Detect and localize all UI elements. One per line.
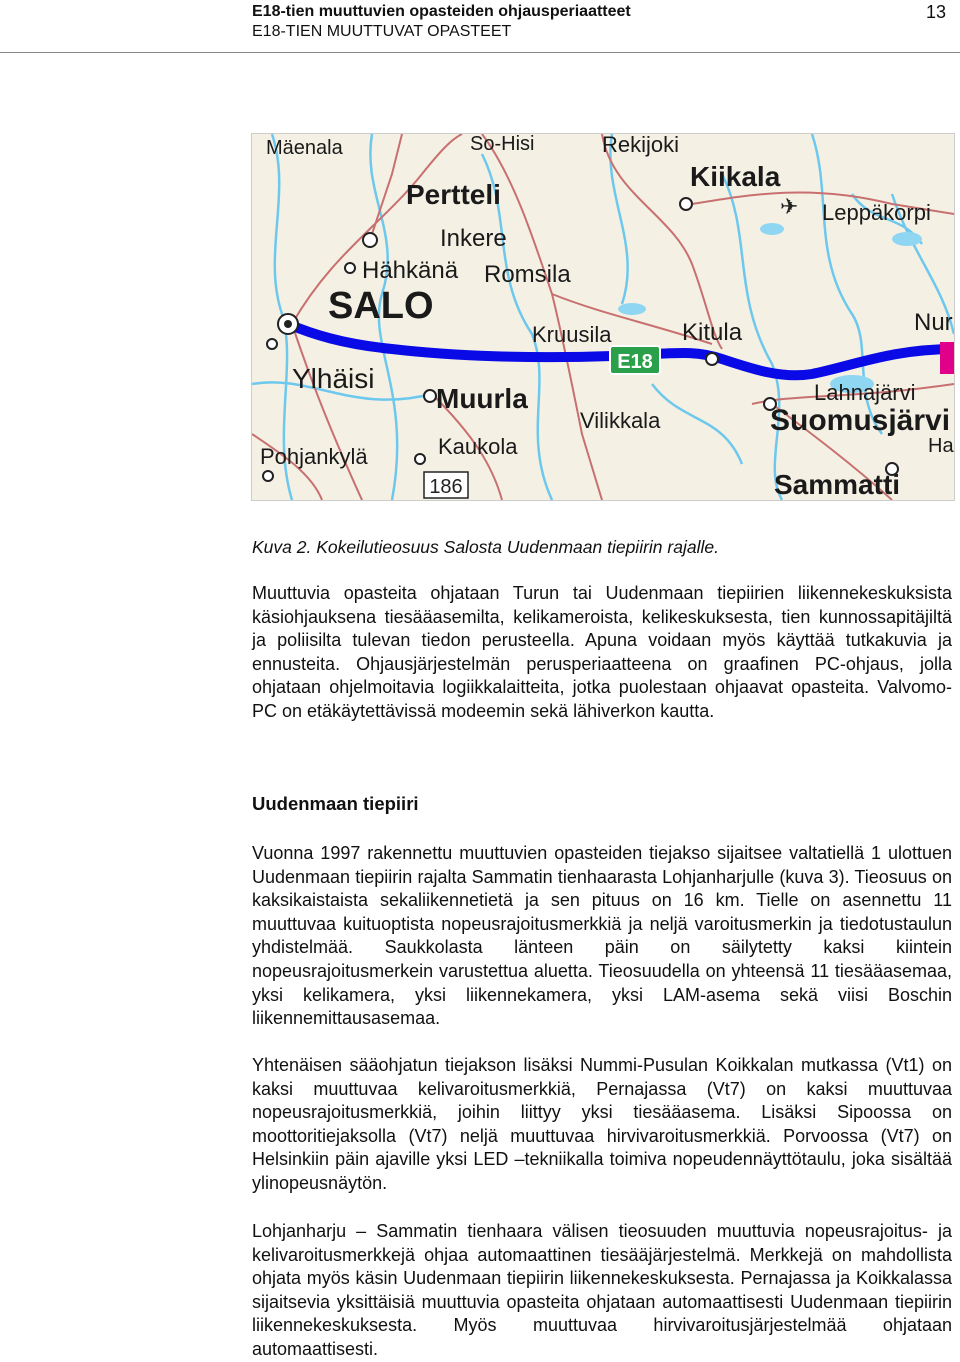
- label-kiikala: Kiikala: [690, 161, 781, 192]
- route-map: [251, 133, 955, 501]
- label-leppakorpi: Leppäkorpi: [822, 200, 931, 225]
- label-ylhaisi: Ylhäisi: [292, 363, 375, 394]
- label-kaukola: Kaukola: [438, 434, 518, 459]
- e18-label: E18: [617, 351, 653, 373]
- section-heading: Uudenmaan tiepiiri: [252, 793, 419, 814]
- salo-center-marker: [284, 320, 292, 328]
- airport-icon: ✈: [780, 194, 799, 219]
- label-suohisi: So-Hisi: [470, 134, 535, 155]
- header-divider: [0, 52, 960, 53]
- label-kitula: Kitula: [682, 319, 743, 346]
- map-graphic: [252, 134, 954, 500]
- label-suomusjarvi: Suomusjärvi: [770, 404, 951, 437]
- label-muurla: Muurla: [436, 383, 528, 414]
- road-186-label: 186: [429, 476, 463, 498]
- label-rekijoki: Rekijoki: [602, 134, 680, 157]
- label-vilikkala: Vilikkala: [580, 408, 661, 433]
- label-nur: Nur: [914, 309, 953, 336]
- paragraph-3: Yhtenäisen sääohjatun tiejakson lisäksi Nummi-Pusulan Koikkalan mutkassa (Vt1) on kaksi muuttuvaa kelivaroitusmerkkiä, Pernajassa (Vt7) on kaksi muuttuvaa nopeusrajoitusmerkkiä, joihin liittyy yksi tiesääasema. Lisäksi Sipoossa on moottoritiejaksolla (Vt7) neljä muuttuvaa hirvivaroitusmerkkiä. Porvoossa (Vt7) on Helsinkiin päin ajaville yksi LED –tekniikalla toimiva nopeudennäyttötaulu, joka sisältää ylinopeusnäytön.: [252, 1055, 952, 1193]
- label-kruusila: Kruusila: [532, 322, 612, 347]
- paragraph-4: Lohjanharju – Sammatin tienhaara välisen tieosuuden muuttuvia nopeusrajoitus- ja kelivaroitusmerkkejä ohjaa automaattinen tiesääjärjestelmä. Merkkejä on mahdollista ohjata myös käsin Uudenmaan tiepiirin liikennekeskuksesta. Pernajassa ja Koikkalassa sijaitsevia yksittäisiä muuttuvia opasteita ohjataan automaattisesti Uudenmaan tiepiirin liikennekeskuksesta. Myös muuttuvaa hirvivaroitusjärjestelmää ohjataan automaattisesti.: [252, 1221, 952, 1359]
- header-subtitle: E18-TIEN MUUTTUVAT OPASTEET: [252, 23, 512, 40]
- label-romsila: Romsila: [484, 261, 571, 288]
- label-pertteli: Pertteli: [406, 179, 501, 210]
- page-number: 13: [925, 2, 946, 22]
- label-maenala: Mäenala: [266, 137, 343, 159]
- label-sammatti: Sammatti: [774, 469, 901, 500]
- label-pohjankyla: Pohjankylä: [260, 444, 368, 469]
- label-hahkana: Hähkänä: [362, 257, 459, 284]
- label-inkere: Inkere: [440, 225, 507, 252]
- label-lahnajarvi: Lahnajärvi: [814, 380, 916, 405]
- paragraph-1: Muuttuvia opasteita ohjataan Turun tai Uudenmaan tiepiirien liikennekeskuksista käsiohjauksena tiesääasemilta, kelikameroista, kelikeskuksesta, tien kunnossapitäjiltä ja poliisilta tulevan tiedon perusteella. Apuna voidaan myös käyttää tutkakuvia ja ennusteita. Ohjausjärjestelmän perusperiaatteena on graafinen PC-ohjaus, jolla ohjataan ohjelmoitavia logiikkalaitteita, jotka puolestaan ohjaavat opasteita. Valvomo-PC on etäkäytettävissä modeemin sekä lähiverkon kautta.: [252, 583, 952, 721]
- label-ha: Ha: [928, 435, 954, 457]
- figure-caption: Kuva 2. Kokeilutieosuus Salosta Uudenmaan tiepiirin rajalle.: [252, 537, 719, 557]
- page-header: [252, 2, 952, 42]
- paragraph-2: Vuonna 1997 rakennettu muuttuvien opasteiden tiejakso sijaitsee valtatiellä 1 ulottuen Uudenmaan tiepiirin rajalta Sammatin tienhaarasta Lohjanharjulle (kuva 3). Tieosuus on kaksikaistaista sekaliikennetietä ja sen pituus on 16 km. Tielle on asennettu 11 muuttuvaa kuituoptista nopeusrajoitusmerkkiä ja neljä varoitusmerkin ja tiedotustaulun yhdistelmää. Saukkolasta länteen päin on säilytetty kaksi kiintein nopeusrajoitusmerkein varustettua aluetta. Tieosuudella on yhteensä 11 tiesääasemaa, yksi kelikamera, yksi liikennekamera, yksi LAM-asema sekä viisi Boschin liikennemittausasemaa.: [252, 843, 952, 1029]
- label-salo: SALO: [328, 285, 434, 327]
- district-boundary-marker: [940, 342, 954, 374]
- header-title: E18-tien muuttuvien opasteiden ohjausperiaatteet: [252, 3, 631, 20]
